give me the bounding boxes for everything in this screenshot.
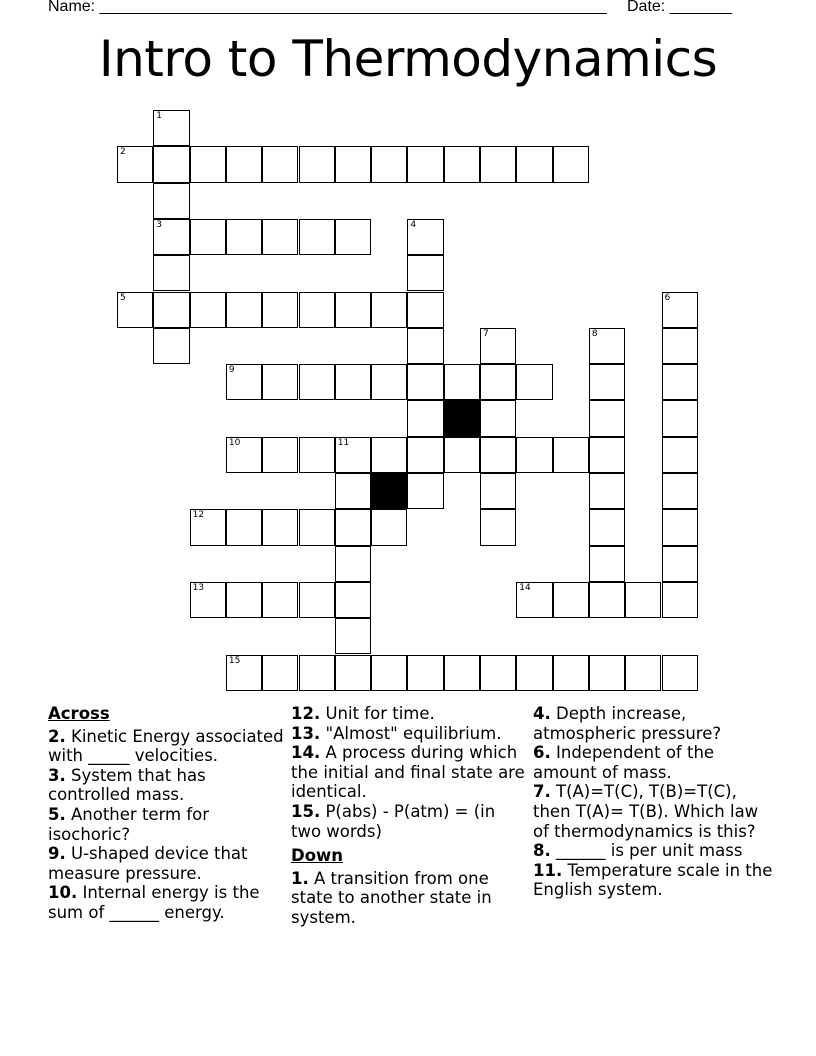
clue-number: 11 [337,437,350,448]
crossword-cell[interactable] [190,582,226,618]
clue-number-label: 10. [48,883,78,903]
crossword-cell[interactable] [226,655,262,691]
crossword-cell[interactable] [190,146,226,182]
crossword-cell[interactable] [589,400,625,436]
clue-text: A process during which the initial and final state are identical. [291,743,525,802]
crossword-cell[interactable] [153,292,189,328]
crossword-cell[interactable] [190,292,226,328]
crossword-cell[interactable] [226,364,262,400]
crossword-cell[interactable] [407,473,443,509]
crossword-cell[interactable] [589,655,625,691]
crossword-cell[interactable] [625,655,661,691]
crossword-cell[interactable] [407,219,443,255]
clue-item [533,704,773,743]
crossword-cell[interactable] [662,364,698,400]
clue-number: 2 [120,147,126,158]
clue-item [48,883,286,922]
crossword-cell[interactable] [226,146,262,182]
crossword-cell[interactable] [153,255,189,291]
crossword-cell[interactable] [553,146,589,182]
clue-item [48,727,286,766]
crossword-cell[interactable] [262,655,298,691]
crossword-cell[interactable] [153,146,189,182]
crossword-cell[interactable] [299,582,335,618]
down-heading: Down [291,846,344,866]
clue-item [291,724,529,744]
clue-text: P(abs) - P(atm) = (in two words) [291,801,496,841]
crossword-cell[interactable] [516,582,552,618]
crossword-cell[interactable] [480,509,516,545]
crossword-cell[interactable] [589,437,625,473]
clue-text: Temperature scale in the English system. [533,860,773,900]
date-field-label: Date: _______ [627,0,732,15]
crossword-cell[interactable] [335,146,371,182]
crossword-cell[interactable] [226,509,262,545]
clue-number-label: 12. [291,704,321,723]
crossword-cell[interactable] [335,292,371,328]
clue-number-label: 2. [48,726,66,746]
across-clue-list [48,727,286,923]
crossword-cell[interactable] [553,437,589,473]
crossword-cell[interactable] [662,473,698,509]
clue-item [533,743,773,782]
crossword-cell[interactable] [226,437,262,473]
clue-text: "Almost" equilibrium. [320,723,502,743]
crossword-cell[interactable] [407,146,443,182]
crossword-cell[interactable] [335,582,371,618]
crossword-cell[interactable] [299,509,335,545]
clue-item [48,766,286,805]
clue-item [48,805,286,844]
clue-text: Unit for time. [320,704,435,723]
clue-number: 6 [664,292,671,303]
crossword-cell[interactable] [371,292,407,328]
crossword-cell[interactable] [516,146,552,182]
crossword-cell[interactable] [371,146,407,182]
clue-text: Another term for isochoric? [48,804,210,844]
crossword-cell[interactable] [299,655,335,691]
clues-column-3 [533,704,773,900]
clue-number: 10 [228,437,241,448]
crossword-cell[interactable] [625,582,661,618]
crossword-cell[interactable] [480,437,516,473]
clue-text: U-shaped device that measure pressure. [48,844,248,883]
crossword-cell[interactable] [589,582,625,618]
down-clue-list-continued [533,704,773,900]
crossword-cell[interactable] [589,328,625,364]
clue-text: System that has controlled mass. [48,765,206,805]
down-clue-list [291,869,529,928]
crossword-cell[interactable] [335,437,371,473]
crossword-cell[interactable] [299,146,335,182]
clue-number-label: 9. [48,844,66,864]
clue-number: 4 [410,219,417,230]
page-title: Intro to Thermodynamics [98,30,718,88]
clue-number-label: 8. [533,841,551,861]
clue-item [533,841,773,861]
crossword-cell[interactable] [299,219,335,255]
crossword-cell[interactable] [480,473,516,509]
clue-number: 1 [156,111,163,121]
crossword-cell[interactable] [444,146,480,182]
crossword-cell[interactable] [262,582,298,618]
clue-number: 8 [591,328,598,339]
crossword-cell[interactable] [117,292,153,328]
crossword-cell[interactable] [662,582,698,618]
crossword-cell[interactable] [516,437,552,473]
clue-number-label: 15. [291,801,321,821]
clue-number-label: 1. [291,868,309,888]
clue-text: A transition from one state to another state in system. [291,868,492,927]
crossword-cell[interactable] [335,509,371,545]
clue-number-label: 3. [48,765,66,785]
clue-number-label: 14. [291,743,321,763]
crossword-cell[interactable] [262,509,298,545]
crossword-cell[interactable] [335,219,371,255]
crossword-cell[interactable] [444,364,480,400]
crossword-cell[interactable] [444,655,480,691]
clue-number-label: 13. [291,723,321,743]
crossword-cell[interactable] [335,546,371,582]
clue-number: 14 [519,582,531,593]
clue-item [291,704,529,724]
crossword-cell[interactable] [480,364,516,400]
crossword-cell[interactable] [589,509,625,545]
clues-column-1 [48,704,286,923]
name-field-label: Name: _________________________________________________________ [48,0,607,15]
crossword-cell[interactable] [299,364,335,400]
clue-number-label: 4. [533,704,551,723]
crossword-black-cell [444,400,480,436]
crossword-cell[interactable] [480,655,516,691]
crossword-cell[interactable] [662,509,698,545]
clue-number-label: 6. [533,743,551,763]
crossword-cell[interactable] [662,292,698,328]
crossword-cell[interactable] [262,219,298,255]
crossword-cell[interactable] [407,437,443,473]
crossword-cell[interactable] [662,328,698,364]
crossword-cell[interactable] [553,582,589,618]
crossword-cell[interactable] [262,364,298,400]
clue-item [533,782,773,841]
crossword-cell[interactable] [407,255,443,291]
clue-text: Kinetic Energy associated with _____ velocities. [48,726,284,766]
clue-text: Independent of the amount of mass. [533,743,715,782]
crossword-cell[interactable] [371,655,407,691]
crossword-cell[interactable] [335,473,371,509]
clue-item [533,861,773,900]
crossword-cell[interactable] [662,437,698,473]
crossword-cell[interactable] [299,292,335,328]
crossword-cell[interactable] [407,364,443,400]
crossword-cell[interactable] [444,437,480,473]
crossword-cell[interactable] [190,509,226,545]
clue-number-label: 5. [48,804,66,824]
crossword-cell[interactable] [662,546,698,582]
crossword-cell[interactable] [262,146,298,182]
clues-column-2 [291,704,529,928]
crossword-cell[interactable] [371,364,407,400]
crossword-cell[interactable] [262,292,298,328]
crossword-cell[interactable] [335,655,371,691]
clue-number: 3 [156,219,163,230]
crossword-cell[interactable] [153,183,189,219]
crossword-cell[interactable] [553,655,589,691]
crossword-cell[interactable] [153,110,189,146]
clue-number: 15 [228,655,241,666]
crossword-cell[interactable] [262,437,298,473]
crossword-cell[interactable] [407,400,443,436]
clue-text: ______ is per unit mass [550,841,743,861]
crossword-cell[interactable] [516,655,552,691]
clue-number: 9 [228,365,235,376]
clue-number: 12 [192,510,205,521]
crossword-cell[interactable] [516,364,552,400]
clue-text: T(A)=T(C), T(B)=T(C), then T(A)= T(B). Which law of thermodynamics is this? [533,782,759,841]
clue-text: Internal energy is the sum of ______ energy. [48,883,260,922]
clue-item [291,869,529,928]
crossword-cell[interactable] [226,219,262,255]
across-heading: Across [48,704,110,723]
crossword-cell[interactable] [480,146,516,182]
crossword-cell[interactable] [662,655,698,691]
crossword-cell[interactable] [371,509,407,545]
clue-number: 13 [192,582,205,593]
crossword-cell[interactable] [480,400,516,436]
crossword-cell[interactable] [589,546,625,582]
clue-number: 7 [483,328,489,339]
crossword-black-cell [371,473,407,509]
clue-number: 5 [120,292,126,303]
crossword-cell[interactable] [589,364,625,400]
clue-item [291,802,529,841]
clue-item [291,743,529,802]
crossword-cell[interactable] [335,364,371,400]
crossword-cell[interactable] [117,146,153,182]
clue-number-label: 11. [533,860,563,880]
crossword-cell[interactable] [371,437,407,473]
clue-text: Depth increase, atmospheric pressure? [533,704,722,743]
crossword-cell[interactable] [662,400,698,436]
crossword-cell[interactable] [589,473,625,509]
crossword-cell[interactable] [407,292,443,328]
clue-item [48,844,286,883]
crossword-cell[interactable] [480,328,516,364]
clue-number-label: 7. [533,782,551,802]
crossword-cell[interactable] [153,219,189,255]
across-clue-list-continued [291,704,529,841]
crossword-cell[interactable] [226,292,262,328]
crossword-cell[interactable] [226,582,262,618]
crossword-cell[interactable] [299,437,335,473]
crossword-cell[interactable] [335,618,371,654]
crossword-cell[interactable] [153,328,189,364]
crossword-cell[interactable] [407,328,443,364]
crossword-cell[interactable] [407,655,443,691]
crossword-cell[interactable] [190,219,226,255]
